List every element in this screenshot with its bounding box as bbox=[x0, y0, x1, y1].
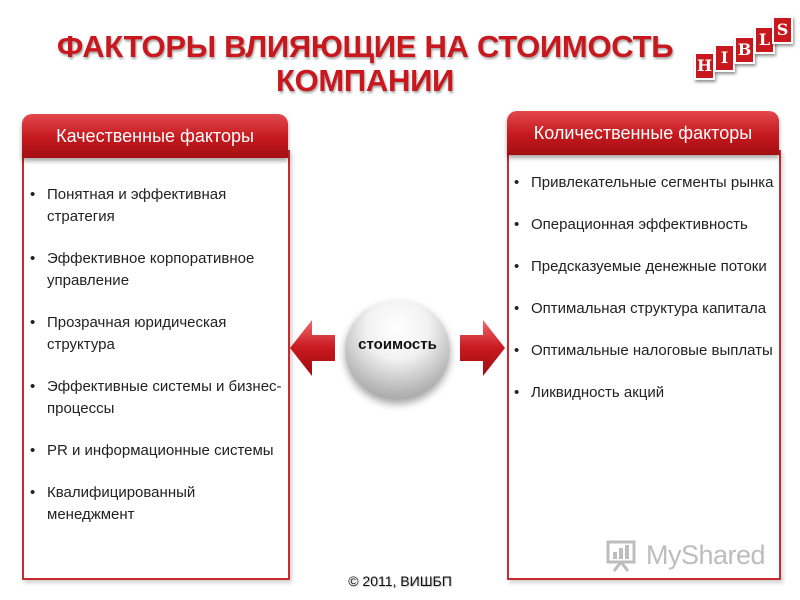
logo-letter-b: B bbox=[734, 36, 755, 64]
logo-letter-s: S bbox=[772, 16, 793, 44]
page-title-line-1: ФАКТОРЫ ВЛИЯЮЩИЕ НА СТОИМОСТЬ bbox=[56, 29, 674, 64]
list-item: • Эффективное корпоративное управление bbox=[30, 248, 282, 292]
myshared-watermark bbox=[606, 538, 766, 572]
list-item: • Понятная и эффективная стратегия bbox=[30, 184, 282, 228]
hibls-logo bbox=[692, 14, 792, 78]
list-item: • Операционная эффективность bbox=[514, 214, 774, 236]
qualitative-factors-list bbox=[30, 184, 282, 546]
list-item: • Предсказуемые денежные потоки bbox=[514, 256, 774, 278]
presentation-board-icon bbox=[606, 538, 640, 572]
list-item: • Привлекательные сегменты рынка bbox=[514, 172, 774, 194]
list-item: • Оптимальные налоговые выплаты bbox=[514, 340, 774, 362]
value-label: стоимость bbox=[358, 336, 437, 353]
list-item: • Эффективные системы и бизнес-процессы bbox=[30, 376, 282, 420]
logo-letter-l: L bbox=[754, 26, 775, 54]
list-item: • Ликвидность акций bbox=[514, 382, 774, 404]
logo-letter-h: H bbox=[694, 52, 715, 80]
quantitative-factors-heading: Количественные факторы bbox=[507, 111, 779, 155]
list-item: • Оптимальная структура капитала bbox=[514, 298, 774, 320]
page-title-line-2: КОМПАНИИ bbox=[275, 63, 455, 98]
page-title bbox=[0, 30, 730, 98]
list-item: • PR и информационные системы bbox=[30, 440, 282, 462]
list-item: • Квалифицированный менеджмент bbox=[30, 482, 282, 526]
arrow-left-icon bbox=[290, 318, 335, 378]
quantitative-factors-list bbox=[514, 172, 774, 424]
arrow-right-icon bbox=[460, 318, 505, 378]
logo-letter-i: I bbox=[714, 44, 735, 72]
watermark-brand: MyShared bbox=[646, 540, 766, 570]
copyright-footer: © 2011, ВИШБП bbox=[348, 573, 452, 589]
list-item: • Прозрачная юридическая структура bbox=[30, 312, 282, 356]
qualitative-factors-heading: Качественные факторы bbox=[22, 114, 288, 158]
